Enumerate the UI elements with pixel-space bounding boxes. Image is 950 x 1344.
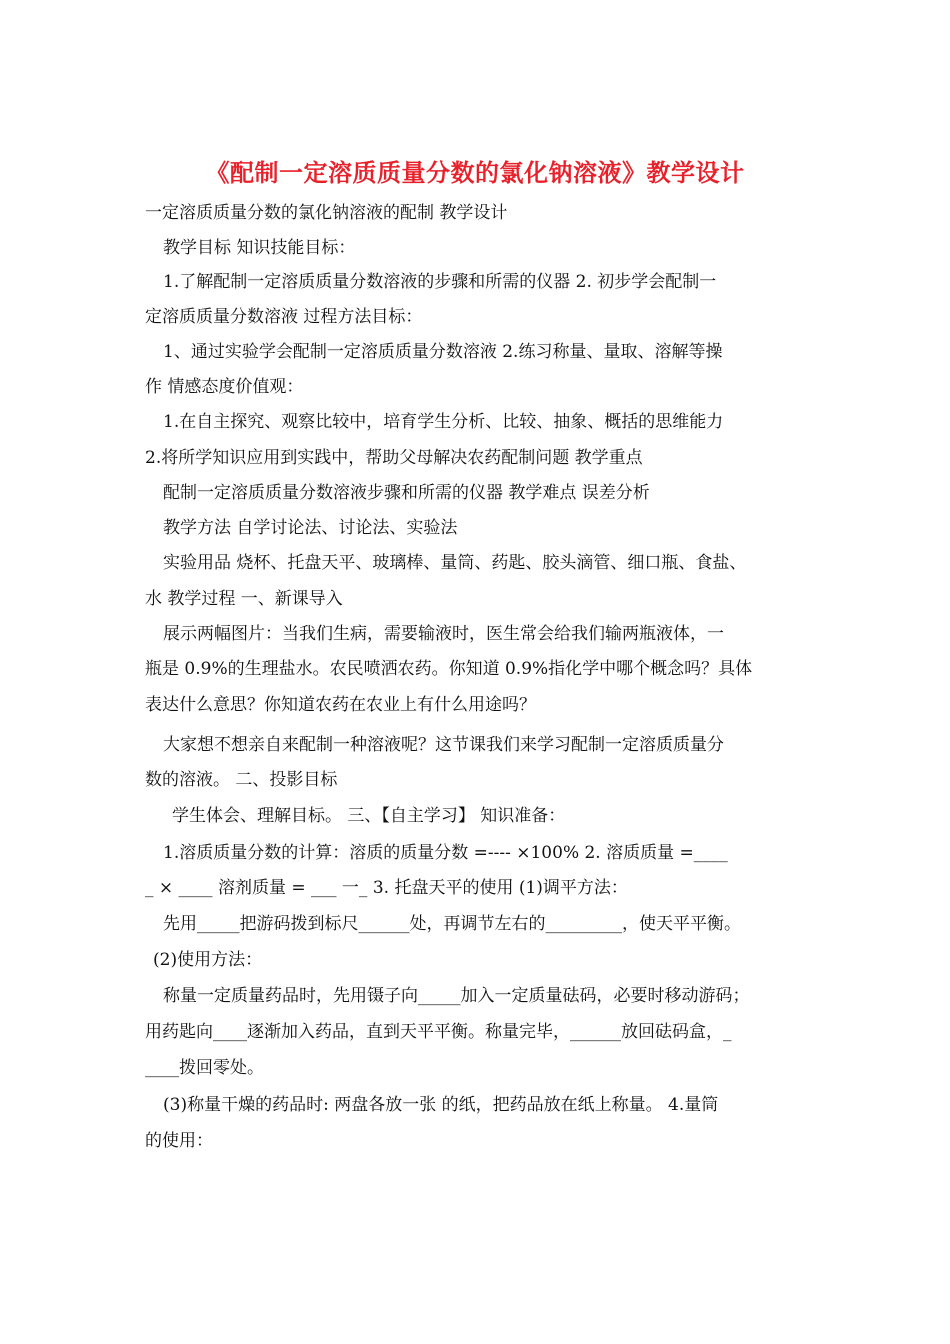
text-line: 一定溶质质量分数的氯化钠溶液的配制 教学设计 [145, 203, 508, 223]
text-line: 定溶质质量分数溶液 过程方法目标： [145, 307, 423, 327]
text-line: 1.溶质质量分数的计算：溶质的质量分数 =---- ×100% 2. 溶质质量 =____ [163, 843, 728, 863]
text-line: 表达什么意思？你知道农药在农业上有什么用途吗？ [145, 695, 536, 715]
document-title: 《配制一定溶质质量分数的氯化钠溶液》教学设计 [205, 159, 745, 187]
text-line: 教学方法 自学讨论法、讨论法、实验法 [163, 518, 458, 538]
text-line: 数的溶液。 二、投影目标 [145, 770, 338, 790]
text-line: 1.了解配制一定溶质质量分数溶液的步骤和所需的仪器 2. 初步学会配制一 [163, 272, 717, 292]
text-line: _ × ____ 溶剂质量 = ___ 一_ 3. 托盘天平的使用 (1)调平方法： [145, 878, 628, 898]
text-line: ____拨回零处。 [145, 1058, 264, 1078]
text-line: 1、通过实验学会配制一定溶质质量分数溶液 2.练习称量、量取、溶解等操 [163, 342, 723, 362]
text-line: 配制一定溶质质量分数溶液步骤和所需的仪器 教学难点 误差分析 [163, 483, 650, 503]
text-line: 先用_____把游码拨到标尺______处，再调节左右的_________，使天平平衡。 [163, 914, 741, 934]
text-line: 的使用： [145, 1131, 213, 1151]
text-line: (2)使用方法： [153, 950, 263, 970]
text-line: 教学目标 知识技能目标： [163, 238, 356, 258]
text-line: 1.在自主探究、观察比较中，培育学生分析、比较、抽象、概括的思维能力 [163, 412, 724, 432]
text-line: 称量一定质量药品时，先用镊子向_____加入一定质量砝码，必要时移动游码； [163, 986, 750, 1006]
text-line: 2.将所学知识应用到实践中，帮助父母解决农药配制问题 教学重点 [145, 448, 643, 468]
text-line: (3)称量干燥的药品时: 两盘各放一张 的纸，把药品放在纸上称量。 4.量筒 [163, 1095, 719, 1115]
text-line: 用药匙向____逐渐加入药品，直到天平平衡。称量完毕，______放回砝码盒，_ [145, 1022, 732, 1042]
text-line: 作 情感态度价值观： [145, 377, 304, 397]
text-line: 大家想不想亲自来配制一种溶液呢？这节课我们来学习配制一定溶质质量分 [163, 735, 724, 755]
text-line: 瓶是 0.9%的生理盐水。农民喷洒农药。你知道 0.9%指化学中哪个概念吗？具体 [145, 659, 753, 679]
text-line: 学生体会、理解目标。 三、【自主学习】 知识准备： [172, 806, 566, 826]
text-line: 水 教学过程 一、新课导入 [145, 589, 343, 609]
text-line: 展示两幅图片：当我们生病，需要输液时，医生常会给我们输两瓶液体，一 [163, 624, 724, 644]
text-line: 实验用品 烧杯、托盘天平、玻璃棒、量筒、药匙、胶头滴管、细口瓶、食盐、 [163, 553, 747, 573]
